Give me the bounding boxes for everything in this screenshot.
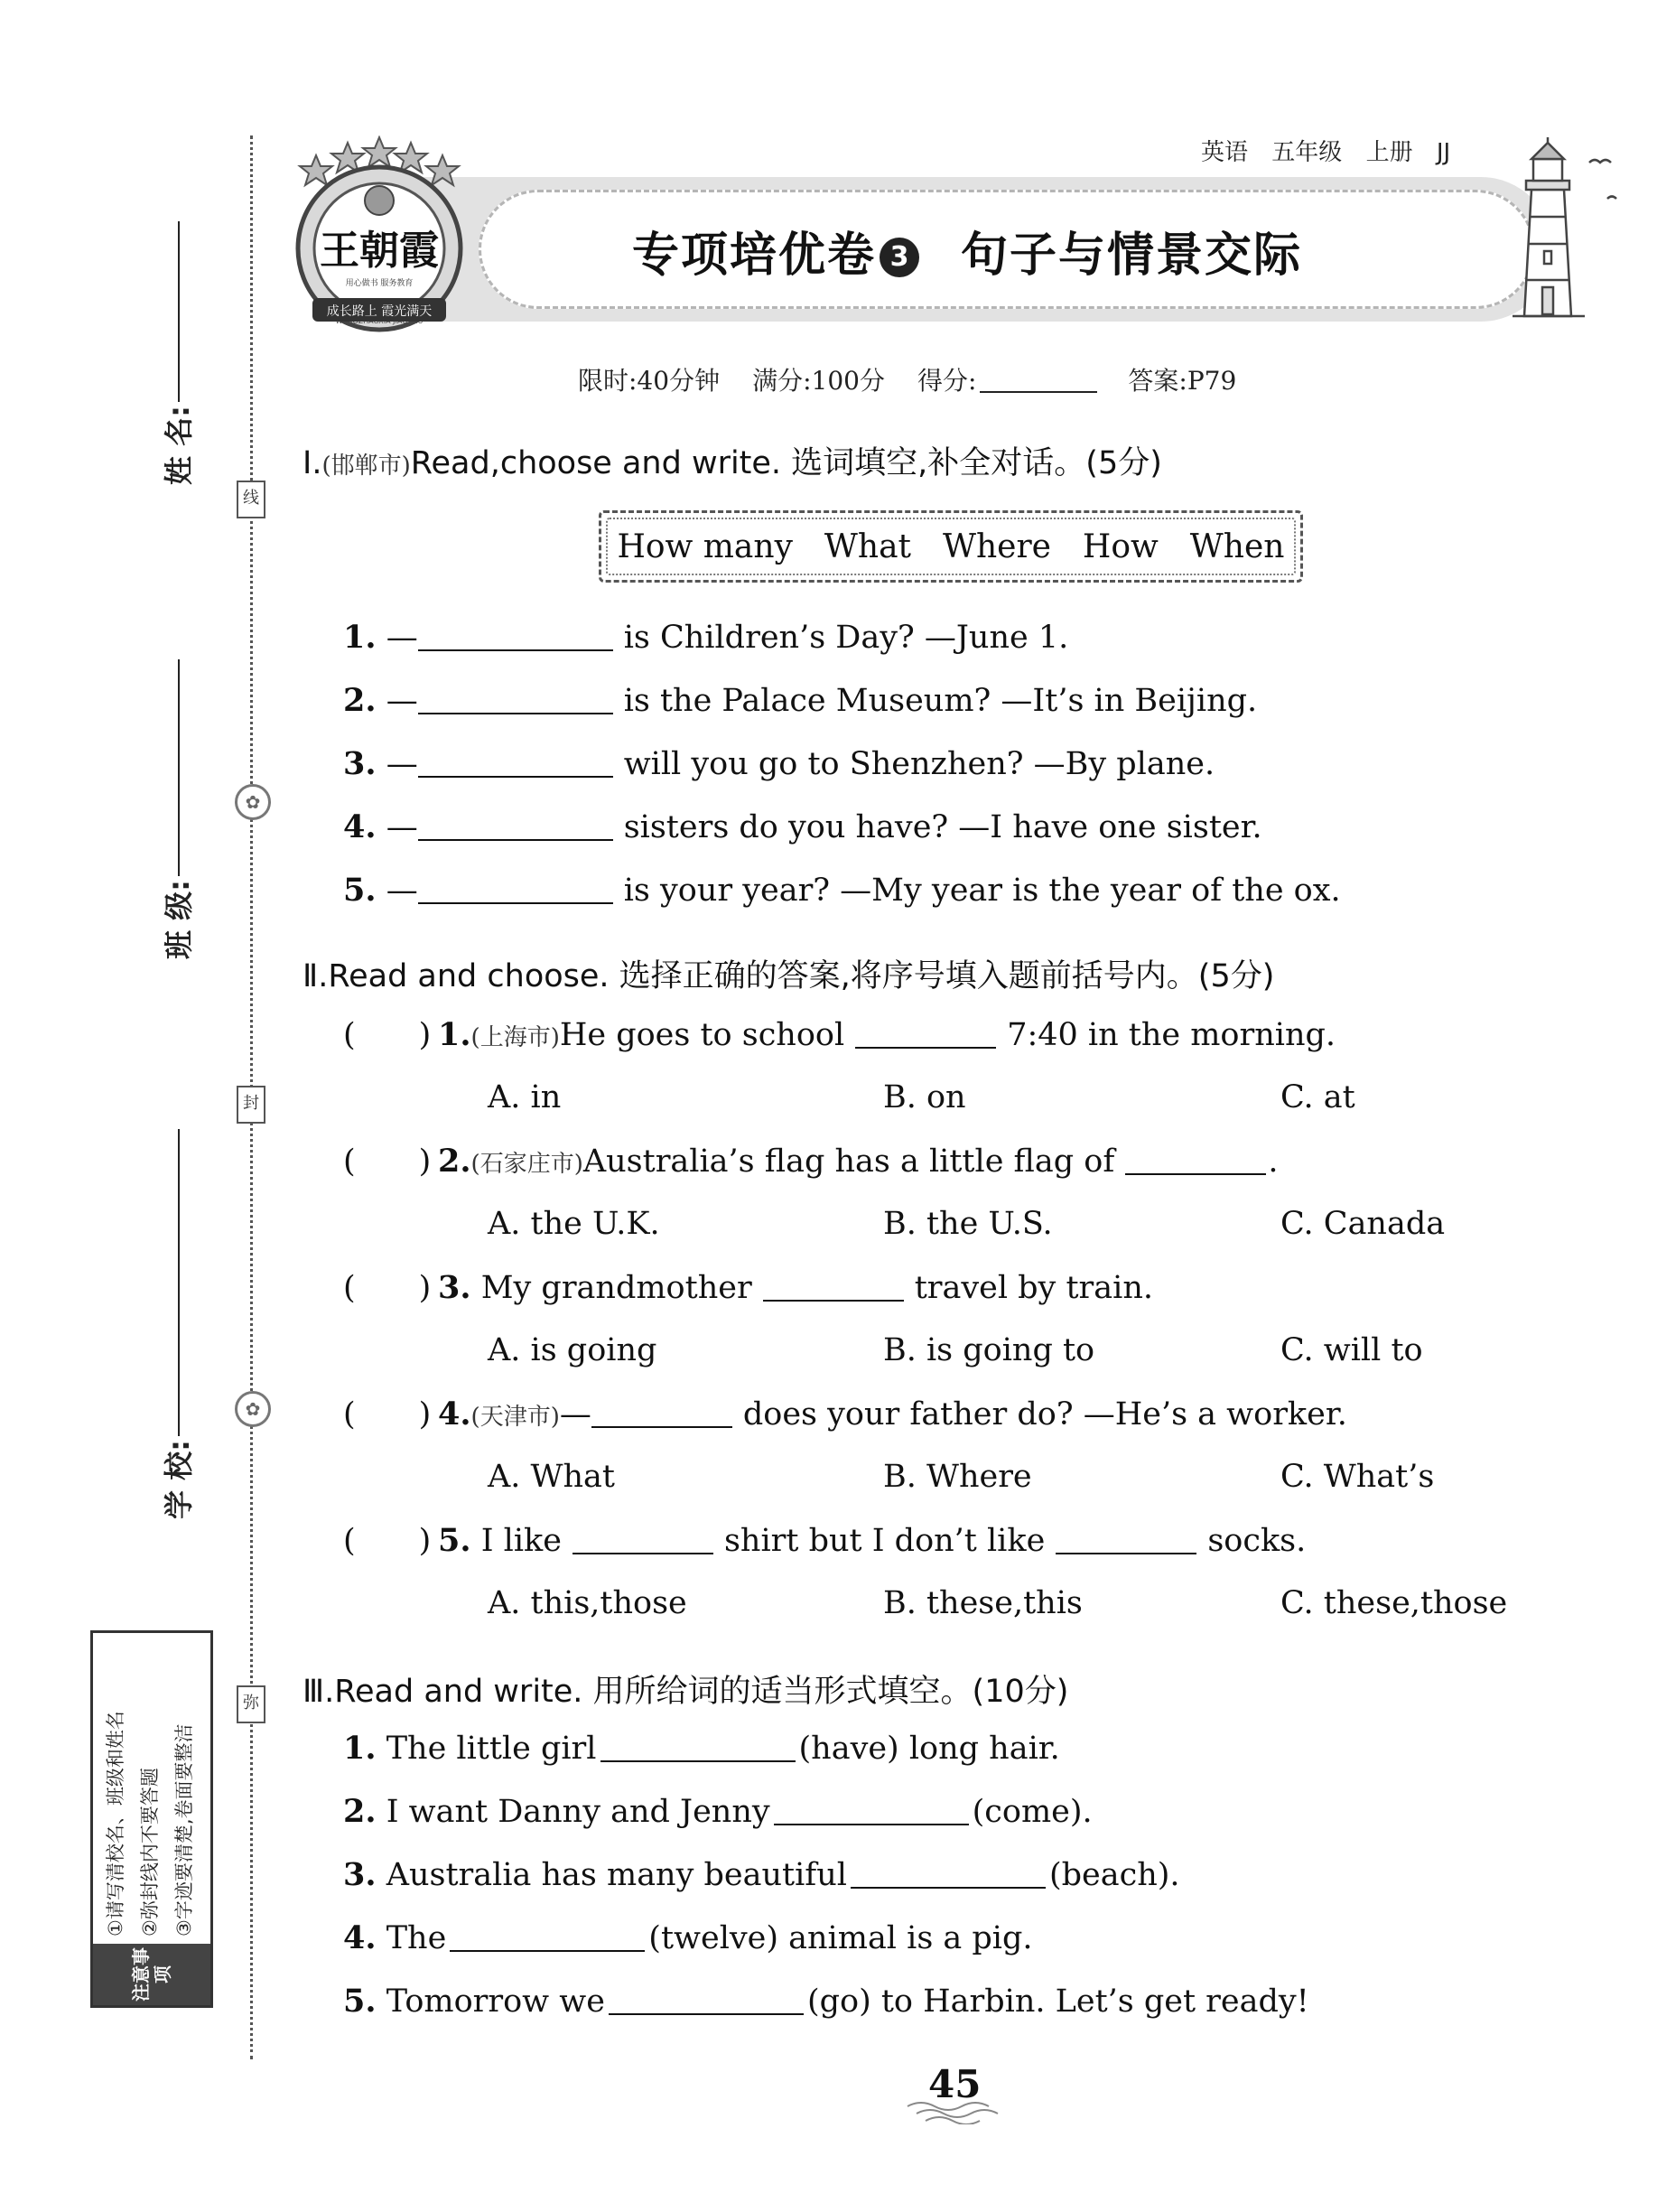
option-c[interactable]: C. will to (1280, 1332, 1423, 1368)
answer-ref: 答案:P79 (1128, 366, 1237, 396)
notice-items (93, 1633, 210, 1944)
section-3-instruction: Read and write. 用所给词的适当形式填空。(10分) (334, 1674, 1069, 1710)
notice-item: ②弥封线内不要答题 (139, 1768, 161, 1937)
s2-q5-after: socks. (1207, 1523, 1307, 1559)
s2-q3-after: travel by train. (914, 1270, 1153, 1306)
option-b[interactable]: B. the U.S. (883, 1206, 1053, 1242)
s2-q5-before: I like (480, 1523, 562, 1559)
class-label: 班 级: (162, 880, 196, 959)
answer-blank[interactable] (418, 839, 613, 841)
notice-box (90, 1630, 213, 2008)
page-title (632, 217, 1302, 285)
s3-question (343, 1856, 1180, 1893)
s2-q1-before: He goes to school (559, 1017, 845, 1053)
answer-blank[interactable] (573, 1553, 713, 1554)
s2-q4-source: (天津市) (470, 1404, 560, 1431)
section-2-heading (303, 951, 1274, 996)
s1-q3-num: 3. (343, 745, 377, 782)
s1-q1-text: is Children’s Day? —June 1. (623, 620, 1069, 656)
school-field (152, 1129, 206, 1519)
full-score: 满分:100分 (752, 366, 885, 396)
s2-q1-source: (上海市) (470, 1024, 560, 1051)
s3-q5-before: Tomorrow we (386, 1983, 605, 2020)
option-b[interactable]: B. is going to (883, 1332, 1095, 1368)
s3-q5-num: 5. (343, 1983, 377, 2020)
word-bank-item: How many (617, 527, 793, 565)
answer-blank[interactable] (418, 713, 613, 714)
s3-q5-after: (go) to Harbin. Let’s get ready! (806, 1983, 1309, 2020)
s1-q4-num: 4. (343, 808, 377, 845)
s2-q2-num: 2. (438, 1143, 471, 1180)
s3-q4-after: (twelve) animal is a pig. (648, 1920, 1033, 1956)
s3-q2-after: (come). (972, 1794, 1093, 1830)
s2-q4-num: 4. (438, 1395, 471, 1433)
s1-q5-text: is your year? —My year is the year of the ox. (623, 873, 1341, 909)
answer-blank[interactable] (763, 1300, 904, 1302)
s3-question (343, 1919, 1033, 1956)
name-field (152, 221, 206, 485)
answer-paren[interactable]: ( ) (343, 1270, 432, 1306)
flower-icon: ✿ (235, 784, 271, 820)
word-bank-item: How (1082, 527, 1159, 565)
s1-q2-text: is the Palace Museum? —It’s in Beijing. (623, 683, 1258, 719)
section-3-numeral: Ⅲ. (303, 1674, 335, 1710)
s1-q3-dash: — (386, 746, 418, 782)
s2-question (343, 1016, 1336, 1053)
s1-question (343, 745, 1215, 782)
school-label: 学 校: (162, 1440, 196, 1519)
word-bank-item: When (1189, 527, 1285, 565)
s3-q2-num: 2. (343, 1793, 377, 1830)
answer-blank[interactable] (1056, 1553, 1196, 1554)
s3-q2-before: I want Danny and Jenny (386, 1794, 770, 1830)
page-number: 45 (928, 2062, 982, 2106)
brand-logo (280, 135, 479, 334)
title-prefix: 专项培优卷 (632, 229, 877, 283)
s1-question (343, 808, 1262, 845)
answer-blank[interactable] (855, 1047, 996, 1049)
logo-banner: 成长路上 霞光满天 (326, 304, 433, 319)
section-1-numeral: Ⅰ. (303, 445, 322, 481)
edition: JJ (1436, 139, 1451, 166)
s3-q3-after: (beach). (1048, 1857, 1180, 1893)
section-1-instruction: Read,choose and write. 选词填空,补全对话。(5分) (410, 445, 1162, 481)
answer-paren[interactable]: ( ) (343, 1017, 432, 1053)
answer-blank[interactable] (418, 776, 613, 778)
wave-decoration-icon (903, 2097, 1011, 2124)
option-a[interactable]: A. is going (488, 1332, 657, 1368)
time-limit: 限时:40分钟 (578, 366, 721, 396)
section-3-heading (303, 1666, 1068, 1712)
section-1-heading (303, 438, 1162, 483)
class-field (152, 659, 206, 959)
score-blank[interactable] (980, 391, 1097, 393)
s2-question (343, 1522, 1306, 1559)
option-b[interactable]: B. these,this (883, 1585, 1083, 1621)
answer-blank[interactable] (600, 1760, 796, 1762)
s3-q1-num: 1. (343, 1730, 377, 1767)
book-tag (1201, 134, 1450, 167)
option-a[interactable]: A. What (488, 1459, 615, 1495)
seal-mi-mark: 弥 (237, 1685, 265, 1723)
answer-blank[interactable] (591, 1426, 732, 1428)
s2-q2-before: Australia’s flag has a little flag of (582, 1143, 1115, 1180)
s3-q1-before: The little girl (386, 1731, 597, 1767)
s2-q3-num: 3. (438, 1269, 471, 1306)
s2-q4-after: does your father do? —He’s a worker. (742, 1396, 1347, 1433)
seal-line-mark: 线 (237, 481, 265, 518)
notice-item: ①请写清校名、班级和姓名 (105, 1711, 126, 1937)
score-label: 得分: (917, 366, 977, 396)
s1-q3-text: will you go to Shenzhen? —By plane. (623, 746, 1215, 782)
s3-q1-after: (have) long hair. (798, 1731, 1060, 1767)
s2-q1-num: 1. (438, 1016, 471, 1053)
s1-q4-dash: — (386, 809, 418, 845)
grade: 五年级 (1271, 139, 1343, 166)
answer-blank[interactable] (418, 902, 613, 904)
notice-title: 注意事项 (93, 1944, 210, 2005)
option-a[interactable]: A. this,those (488, 1585, 687, 1621)
word-bank-item: What (824, 527, 911, 565)
s1-q1-dash: — (386, 620, 418, 656)
answer-paren[interactable]: ( ) (343, 1396, 432, 1433)
option-c[interactable]: C. Canada (1280, 1206, 1446, 1242)
s1-q2-num: 2. (343, 682, 377, 719)
s1-question (343, 872, 1341, 909)
option-c[interactable]: C. at (1280, 1079, 1355, 1115)
s2-question (343, 1143, 1278, 1180)
logo-brand: 王朝霞 (320, 228, 439, 274)
s1-q5-dash: — (386, 873, 418, 909)
s2-q5-middle: shirt but I don’t like (723, 1523, 1046, 1559)
s3-q3-before: Australia has many beautiful (386, 1857, 847, 1893)
s1-q2-dash: — (386, 683, 418, 719)
s1-q4-text: sisters do you have? —I have one sister. (623, 809, 1262, 845)
option-b[interactable]: B. on (883, 1079, 966, 1115)
option-a[interactable]: A. in (488, 1079, 562, 1115)
s2-question (343, 1269, 1153, 1306)
lighthouse-icon (1472, 135, 1634, 325)
title-suffix: 句子与情景交际 (961, 229, 1303, 283)
volume: 上册 (1365, 139, 1413, 166)
class-line (178, 659, 180, 876)
name-label: 姓 名: (162, 406, 196, 485)
title-number-badge: 3 (880, 238, 919, 277)
option-c[interactable]: C. these,those (1280, 1585, 1508, 1621)
s3-question (343, 1730, 1060, 1767)
section-2-instruction: Read and choose. 选择正确的答案,将序号填入题前括号内。(5分) (328, 958, 1275, 994)
answer-paren[interactable]: ( ) (343, 1143, 432, 1180)
logo-slogan-small: 用心做书 服务教育 (345, 279, 414, 288)
subject: 英语 (1201, 139, 1249, 166)
s1-q1-num: 1. (343, 619, 377, 656)
s2-q4-before: — (559, 1396, 591, 1433)
answer-blank[interactable] (450, 1950, 645, 1952)
s1-question (343, 682, 1257, 719)
word-bank (599, 510, 1303, 583)
section-2-numeral: Ⅱ. (303, 958, 329, 994)
school-line (178, 1129, 180, 1436)
answer-paren[interactable]: ( ) (343, 1523, 432, 1559)
option-c[interactable]: C. What’s (1280, 1459, 1435, 1495)
answer-blank[interactable] (609, 2013, 804, 2015)
answer-blank[interactable] (418, 649, 613, 651)
word-bank-item: Where (942, 527, 1051, 565)
seal-seal-mark: 封 (237, 1086, 265, 1124)
option-a[interactable]: A. the U.K. (488, 1206, 660, 1242)
s3-q3-num: 3. (343, 1856, 377, 1893)
option-b[interactable]: B. Where (883, 1459, 1032, 1495)
section-1-source: (邯郸市) (321, 453, 411, 480)
s2-question (343, 1395, 1347, 1433)
answer-blank[interactable] (1125, 1173, 1266, 1175)
name-line (178, 221, 180, 402)
s2-q2-source: (石家庄市) (470, 1151, 583, 1178)
s3-question (343, 1983, 1309, 2020)
s3-q4-before: The (386, 1920, 447, 1956)
s1-q5-num: 5. (343, 872, 377, 909)
s3-q4-num: 4. (343, 1919, 377, 1956)
answer-blank[interactable] (851, 1887, 1046, 1889)
s1-question (343, 619, 1068, 656)
answer-blank[interactable] (774, 1824, 969, 1825)
notice-item: ③字迹要清楚,卷面要整洁 (173, 1723, 195, 1937)
s2-q2-after: . (1268, 1143, 1279, 1180)
flower-icon: ✿ (235, 1391, 271, 1427)
s2-q3-before: My grandmother (480, 1270, 752, 1306)
s2-q1-after: 7:40 in the morning. (1007, 1017, 1336, 1053)
exam-meta (578, 361, 1269, 397)
s3-question (343, 1793, 1093, 1830)
s2-q5-num: 5. (438, 1522, 471, 1559)
